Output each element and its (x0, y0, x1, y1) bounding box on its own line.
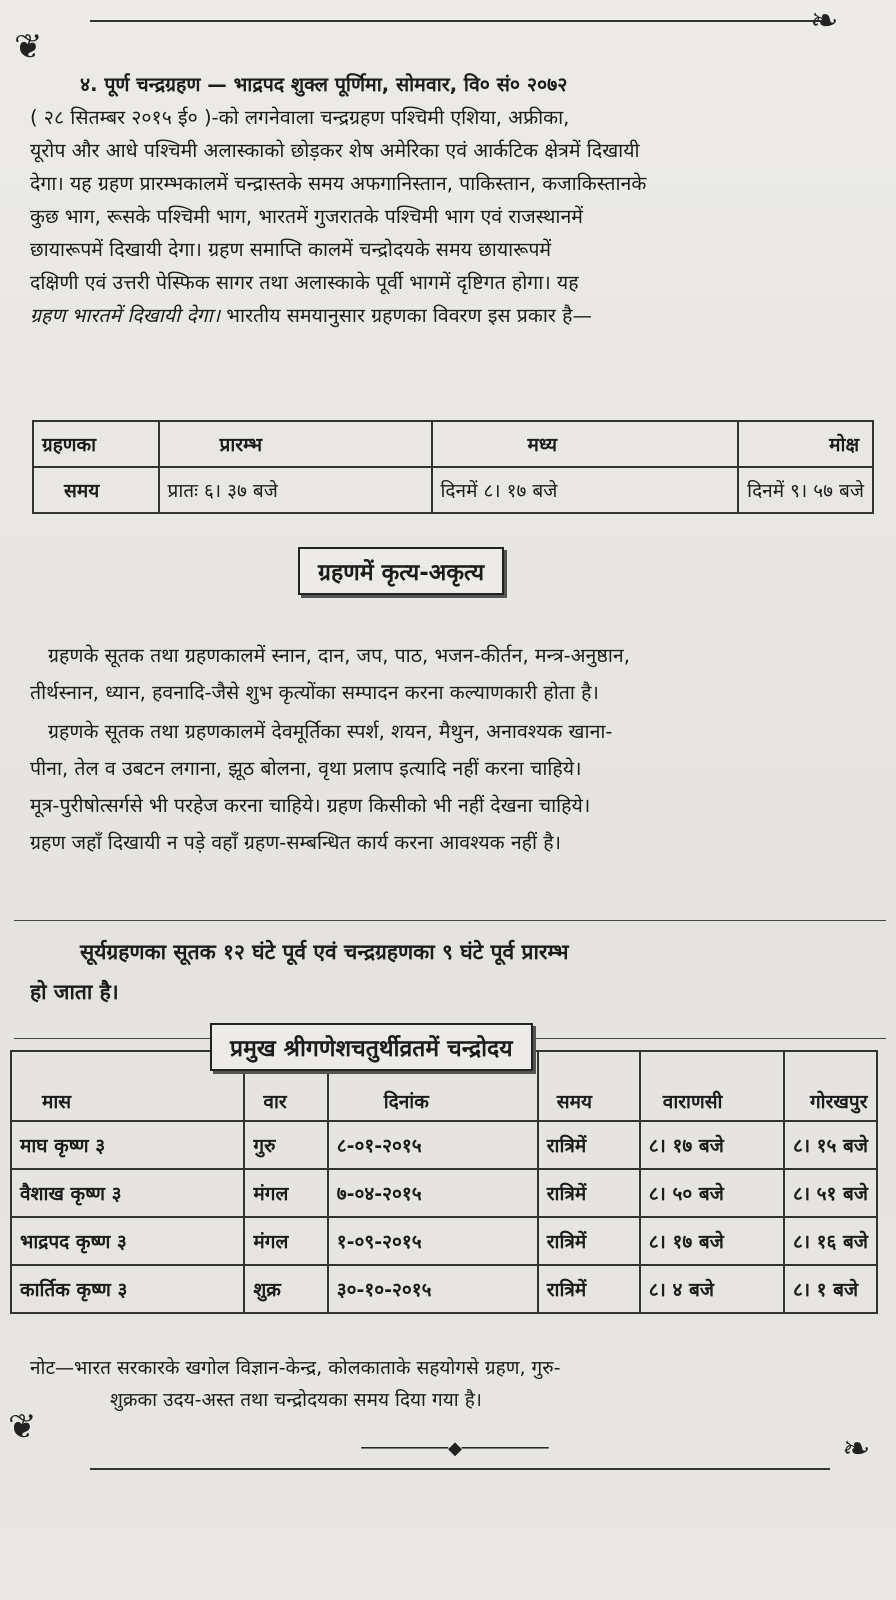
corner-ornament-icon: ❦ (14, 27, 43, 67)
table-cell: रात्रिमें (538, 1169, 640, 1217)
table-row (11, 1169, 877, 1217)
text-line: हो जाता है। (30, 980, 119, 1004)
table-cell: समय (33, 467, 159, 513)
table-cell: ८। १ बजे (784, 1265, 877, 1313)
table-cell: मंगल (244, 1169, 327, 1217)
table-cell: गुरु (244, 1121, 327, 1169)
corner-ornament-icon: ❦ (8, 1407, 37, 1447)
table-cell: ८। १५ बजे (784, 1121, 877, 1169)
eclipse-time-table (32, 420, 874, 514)
table-cell: गोरखपुर (784, 1051, 877, 1121)
table-row (11, 1121, 877, 1169)
text-line (30, 299, 875, 332)
sutak-note (30, 932, 875, 1012)
table-cell: मास (11, 1051, 244, 1121)
table-cell: वैशाख कृष्ण ३ (11, 1169, 244, 1217)
text-line: सूर्यग्रहणका सूतक १२ घंटे पूर्व एवं चन्द्रग्रहणका ९ घंटे पूर्व प्रारम्भ (80, 940, 569, 964)
table-cell: प्रारम्भ (159, 421, 432, 467)
italic-text: ग्रहण भारतमें दिखायी देगा। (30, 304, 221, 327)
table-cell: मोक्ष (738, 421, 873, 467)
table-cell: शुक्र (244, 1265, 327, 1313)
text-line: दक्षिणी एवं उत्तरी पेस्फिक सागर तथा अलास्काके पूर्वी भागमें दृष्टिगत होगा। यह (30, 271, 579, 294)
text-line: ग्रहणके सूतक तथा ग्रहणकालमें स्नान, दान, जप, पाठ, भजन-कीर्तन, मन्त्र-अनुष्ठान, (48, 644, 630, 667)
footnote (30, 1352, 875, 1416)
text-line: ग्रहण जहाँ दिखायी न पड़े वहाँ ग्रहण-सम्बन्धित कार्य करना आवश्यक नहीं है। (30, 831, 562, 854)
table-cell: ८-०१-२०१५ (328, 1121, 538, 1169)
top-border-rule (90, 20, 830, 22)
table-cell: दिनमें ८। १७ बजे (432, 467, 739, 513)
table-cell: ८। ५० बजे (640, 1169, 784, 1217)
divider (14, 920, 886, 921)
lunar-eclipse-paragraph (30, 68, 875, 332)
table-row (11, 1265, 877, 1313)
bottom-border-rule (90, 1468, 830, 1470)
table-cell: ग्रहणका (33, 421, 159, 467)
table-cell: वाराणसी (640, 1051, 784, 1121)
text-line: तीर्थस्नान, ध्यान, हवनादि-जैसे शुभ कृत्योंका सम्पादन करना कल्याणकारी होता है। (30, 681, 599, 704)
dos-paragraph (30, 637, 875, 711)
table-cell: मध्य (432, 421, 739, 467)
table-cell: ८। १७ बजे (640, 1217, 784, 1265)
text-line: ४. पूर्ण चन्द्रग्रहण — भाद्रपद शुक्ल पूर्णिमा, सोमवार, वि० सं० २०७२ (80, 73, 568, 96)
text-line: मूत्र-पुरीषोत्सर्गसे भी परहेज करना चाहिये। ग्रहण किसीको भी नहीं देखना चाहिये। (30, 794, 591, 817)
table-cell: प्रातः ६। ३७ बजे (159, 467, 432, 513)
text-line: ग्रहणके सूतक तथा ग्रहणकालमें देवमूर्तिका स्पर्श, शयन, मैथुन, अनावश्यक खाना- (48, 720, 613, 743)
table-row (11, 1217, 877, 1265)
table-cell: ७-०४-२०१५ (328, 1169, 538, 1217)
divider-ornament-icon: ────────◆──────── (361, 1438, 549, 1459)
table-cell: रात्रिमें (538, 1217, 640, 1265)
table-cell: ८। ४ बजे (640, 1265, 784, 1313)
text-line: पीना, तेल व उबटन लगाना, झूठ बोलना, वृथा प्रलाप इत्यादि नहीं करना चाहिये। (30, 757, 582, 780)
moonrise-table (10, 1050, 878, 1314)
table-cell: दिनमें ९। ५७ बजे (738, 467, 873, 513)
table-cell: ८। १७ बजे (640, 1121, 784, 1169)
table-cell: ८। १६ बजे (784, 1217, 877, 1265)
moonrise-table-title: प्रमुख श्रीगणेशचतुर्थीव्रतमें चन्द्रोदय (210, 1023, 533, 1071)
table-row (33, 467, 873, 513)
table-cell: भाद्रपद कृष्ण ३ (11, 1217, 244, 1265)
section-title: ग्रहणमें कृत्य-अकृत्य (298, 547, 504, 595)
table-cell: माघ कृष्ण ३ (11, 1121, 244, 1169)
text-line: छायारूपमें दिखायी देगा। ग्रहण समाप्ति कालमें चन्द्रोदयके समय छायारूपमें (30, 238, 552, 261)
table-cell: ८। ५१ बजे (784, 1169, 877, 1217)
table-cell: ३०-१०-२०१५ (328, 1265, 538, 1313)
text-line: नोट—भारत सरकारके खगोल विज्ञान-केन्द्र, कोलकाताके सहयोगसे ग्रहण, गुरु- (30, 1357, 561, 1379)
table-header-row (33, 421, 873, 467)
donts-paragraph (30, 713, 875, 861)
corner-ornament-icon: ❧ (842, 1429, 871, 1469)
table-cell: समय (538, 1051, 640, 1121)
table-cell: वार (244, 1051, 327, 1121)
text-line: कुछ भाग, रूसके पश्चिमी भाग, भारतमें गुजरातके पश्चिमी भाग एवं राजस्थानमें (30, 205, 583, 228)
text-rest: भारतीय समयानुसार ग्रहणका विवरण इस प्रकार है— (220, 304, 592, 327)
table-cell: १-०९-२०१५ (328, 1217, 538, 1265)
table-cell: दिनांक (328, 1051, 538, 1121)
text-line: शुक्रका उदय-अस्त तथा चन्द्रोदयका समय दिया गया है। (110, 1389, 482, 1411)
text-line: ( २८ सितम्बर २०१५ ई० )-को लगनेवाला चन्द्रग्रहण पश्चिमी एशिया, अफ्रीका, (30, 106, 570, 129)
corner-ornament-icon: ❧ (810, 1, 839, 41)
text-line: यूरोप और आधे पश्चिमी अलास्काको छोड़कर शेष अमेरिका एवं आर्कटिक क्षेत्रमें दिखायी (30, 139, 640, 162)
text-line: देगा। यह ग्रहण प्रारम्भकालमें चन्द्रास्तके समय अफगानिस्तान, पाकिस्तान, कजाकिस्तानके (30, 172, 647, 195)
table-cell: मंगल (244, 1217, 327, 1265)
table-cell: कार्तिक कृष्ण ३ (11, 1265, 244, 1313)
table-cell: रात्रिमें (538, 1265, 640, 1313)
table-cell: रात्रिमें (538, 1121, 640, 1169)
